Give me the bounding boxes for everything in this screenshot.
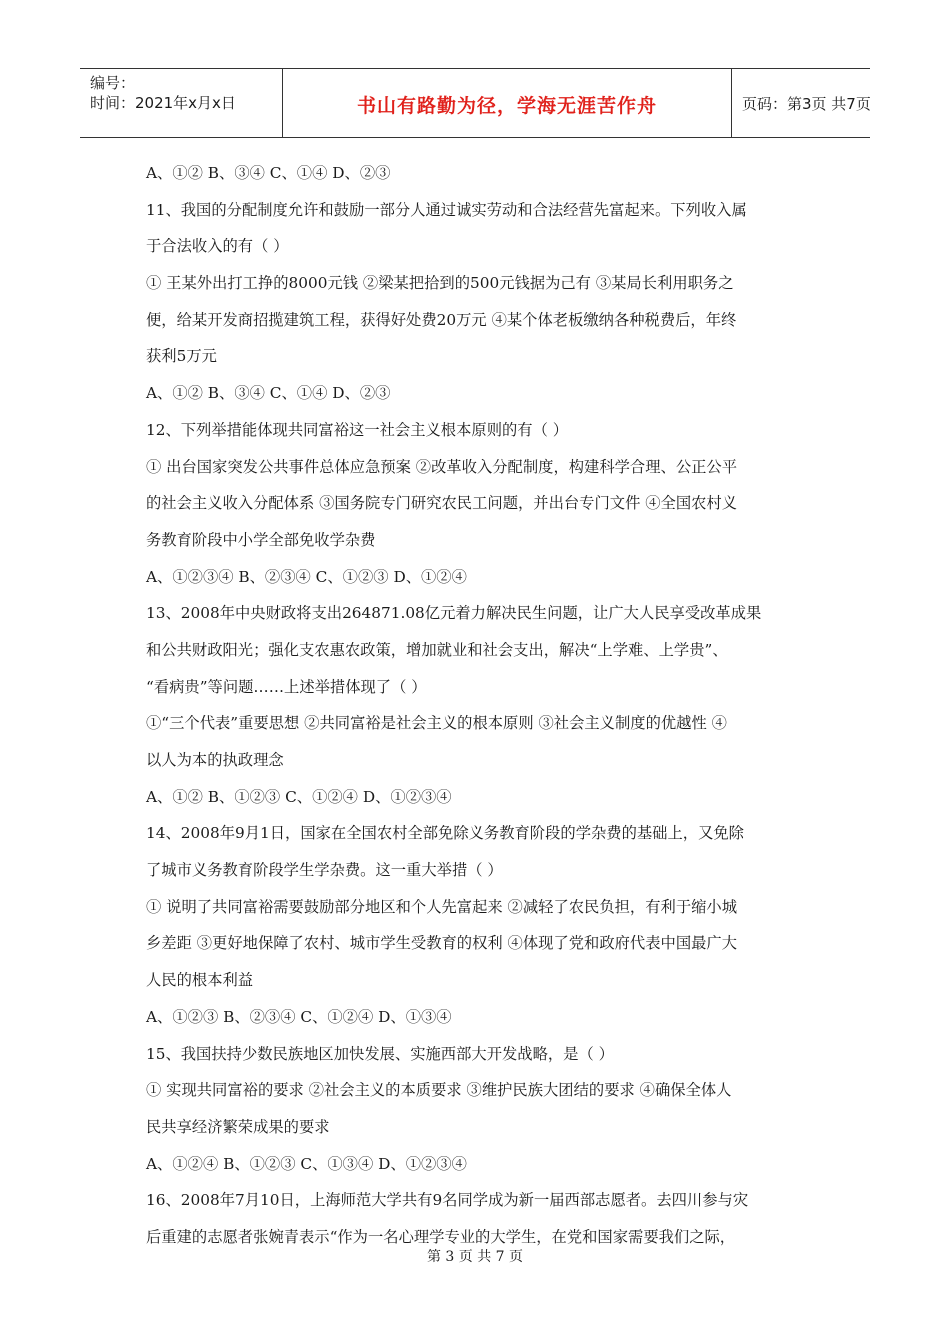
number-label: 编号： — [90, 74, 136, 92]
text-line: 14、2008年9月1日，国家在全国农村全部免除义务教育阶段的学杂费的基础上，又免除 — [146, 824, 744, 843]
text-line: 的社会主义收入分配体系 ③国务院专门研究农民工问题，并出台专门文件 ④全国农村义 — [146, 494, 738, 513]
text-line: 民共享经济繁荣成果的要求 — [146, 1117, 330, 1136]
text-line: ① 实现共同富裕的要求 ②社会主义的本质要求 ③维护民族大团结的要求 ④确保全体人 — [146, 1081, 732, 1100]
text-line: 了城市义务教育阶段学生学杂费。这一重大举措（ ） — [146, 861, 503, 880]
motto: 书山有路勤为径，学海无涯苦作舟 — [356, 95, 657, 117]
text-line: ①“三个代表”重要思想 ②共同富裕是社会主义的根本原则 ③社会主义制度的优越性 ④ — [146, 714, 727, 733]
text-line: 便，给某开发商招揽建筑工程，获得好处费20万元 ④某个体老板缴纳各种税费后，年终 — [146, 310, 737, 329]
text-line: ① 出台国家突发公共事件总体应急预案 ②改革收入分配制度，构建科学合理、公正公平 — [146, 457, 738, 476]
text-line: 12、下列举措能体现共同富裕这一社会主义根本原则的有（ ） — [146, 420, 569, 439]
text-line: 后重建的志愿者张婉青表示“作为一名心理学专业的大学生，在党和国家需要我们之际， — [146, 1227, 736, 1246]
text-line: A、①②③④ B、②③④ C、①②③ D、①②④ — [146, 567, 467, 586]
text-line: 16、2008年7月10日，上海师范大学共有9名同学成为新一届西部志愿者。去四川参与灾 — [146, 1191, 749, 1210]
date-label: 时间：2021年x月x日 — [90, 94, 236, 112]
text-line: 15、我国扶持少数民族地区加快发展、实施西部大开发战略，是（ ） — [146, 1044, 614, 1063]
text-line: 以人为本的执政理念 — [146, 751, 284, 769]
header-meta — [80, 69, 283, 137]
text-line: A、①② B、①②③ C、①②④ D、①②③④ — [146, 787, 452, 806]
text-line: ① 说明了共同富裕需要鼓励部分地区和个人先富起来 ②减轻了农民负担，有利于缩小城 — [146, 897, 738, 916]
page-footer: 第 3 页 共 7 页 — [426, 1249, 524, 1265]
text-line: “看病贵”等问题……上述举措体现了（ ） — [146, 677, 427, 696]
text-line: 和公共财政阳光；强化支农惠农政策，增加就业和社会支出，解决“上学难、上学贵”、 — [146, 640, 728, 659]
text-line: 获利5万元 — [146, 347, 217, 366]
page-info: 页码：第3页 共7页 — [742, 95, 871, 113]
page-header — [80, 68, 870, 138]
text-line: A、①② B、③④ C、①④ D、②③ — [146, 164, 391, 182]
text-line: 13、2008年中央财政将支出264871.08亿元着力解决民生问题，让广大人民享受改革成果 — [146, 604, 762, 623]
text-line: 务教育阶段中小学全部免收学杂费 — [146, 530, 376, 549]
text-line: A、①②③ B、②③④ C、①②④ D、①③④ — [146, 1007, 452, 1026]
text-line: 11、我国的分配制度允许和鼓励一部分人通过诚实劳动和合法经营先富起来。下列收入属 — [146, 200, 747, 219]
text-line: A、①②④ B、①②③ C、①③④ D、①②③④ — [146, 1154, 467, 1173]
text-line: 人民的根本利益 — [146, 971, 254, 990]
text-line: 于合法收入的有（ ） — [146, 237, 289, 256]
text-line: ① 王某外出打工挣的8000元钱 ②梁某把拾到的500元钱据为己有 ③某局长利用职务之 — [146, 274, 734, 293]
header-motto-cell — [283, 69, 732, 137]
document-body — [146, 155, 816, 1256]
text-line: A、①② B、③④ C、①④ D、②③ — [146, 384, 391, 403]
text-line: 乡差距 ③更好地保障了农村、城市学生受教育的权利 ④体现了党和政府代表中国最广大 — [146, 934, 738, 953]
